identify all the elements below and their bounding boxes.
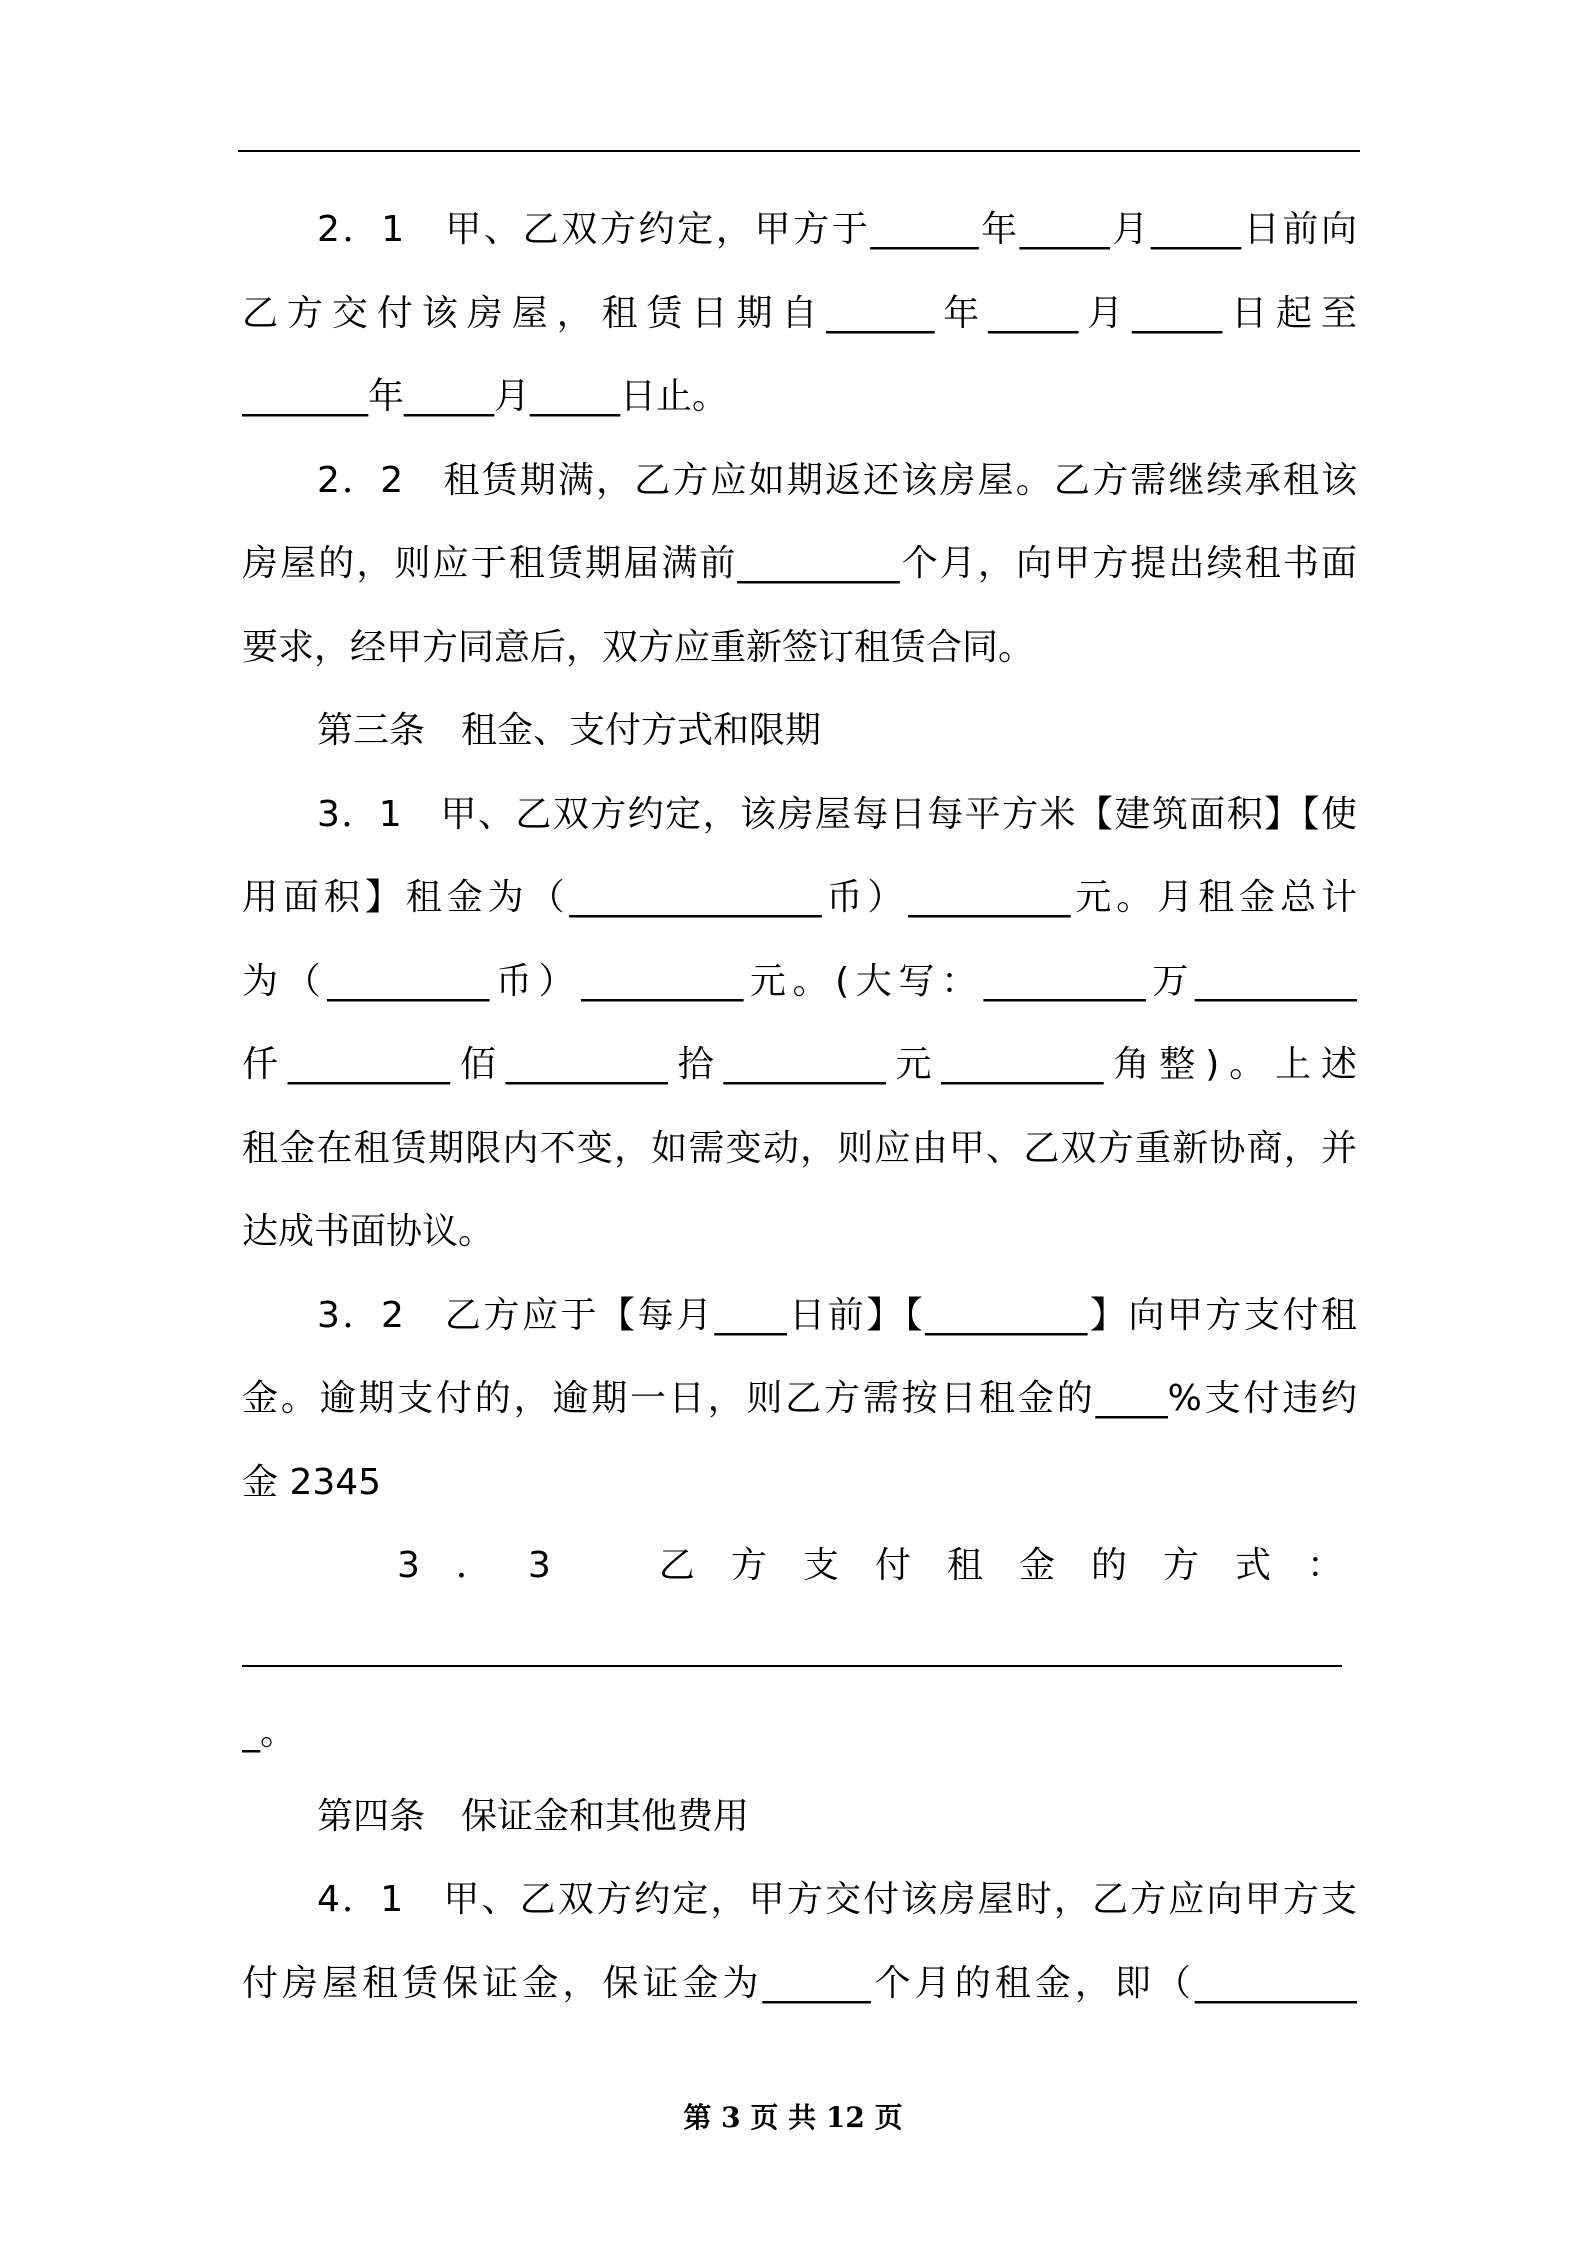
clause-3-2-line-1: 3．2 乙方应于【每月____日前】【_________】向甲方支付租 [317, 1294, 1357, 1336]
page-number: 第 3 页 共 12 页 [683, 2101, 903, 2134]
clause-2-1-line-2: 乙方交付该房屋，租赁日期自______年_____月_____日起至 [242, 292, 1357, 334]
clause-2-1-line-3: _______年_____月_____日止。 [242, 376, 729, 417]
clause-3-1-line-5: 租金在租赁期限内不变，如需变动，则应由甲、乙双方重新协商，并 [242, 1127, 1357, 1169]
clause-3-1-line-2: 用面积】租金为（______________币）_________元。月租金总计 [242, 877, 1357, 918]
clause-3-2-line-2: 金。逾期支付的，逾期一日，则乙方需按日租金的____%支付违约 [242, 1378, 1357, 1419]
article-4-heading: 第四条 保证金和其他费用 [317, 1795, 750, 1837]
blank-rule [242, 1665, 1342, 1667]
clause-3-1-line-6: 达成书面协议。 [242, 1211, 495, 1252]
header-rule [238, 150, 1360, 152]
clause-4-1-line-2: 付房屋租赁保证金，保证金为______个月的租金，即（_________ [242, 1962, 1357, 2004]
clause-2-1-line-1: 2．1 甲、乙双方约定，甲方于______年_____月_____日前向 [317, 209, 1357, 250]
clause-4-1-line-1: 4．1 甲、乙双方约定，甲方交付该房屋时，乙方应向甲方支 [317, 1879, 1357, 1920]
clause-3-1-line-3: 为（_________币）_________元。(大写：_________万_________ [242, 960, 1357, 1002]
clause-2-2-line-2: 房屋的，则应于租赁期届满前_________个月，向甲方提出续租书面 [242, 543, 1357, 584]
clause-3-3-line-1: 3．3 乙方支付租金的方式： [397, 1545, 1357, 1586]
clause-2-2-line-1: 2．2 租赁期满，乙方应如期返还该房屋。乙方需继续承租该 [317, 459, 1357, 501]
document-body [242, 188, 1357, 2025]
clause-3-1-line-1: 3．1 甲、乙双方约定，该房屋每日每平方米【建筑面积】【使 [317, 793, 1357, 835]
article-3-heading: 第三条 租金、支付方式和限期 [317, 710, 822, 751]
clause-3-1-line-4: 仟_________佰_________拾_________元_________角整)。上述 [242, 1044, 1357, 1085]
payment-method-fill-line [242, 1608, 1357, 1692]
clause-3-3-line-3: _。 [242, 1712, 297, 1753]
clause-2-2-line-3: 要求，经甲方同意后，双方应重新签订租赁合同。 [242, 626, 1035, 668]
clause-3-2-line-3: 金 2345 [242, 1461, 382, 1503]
